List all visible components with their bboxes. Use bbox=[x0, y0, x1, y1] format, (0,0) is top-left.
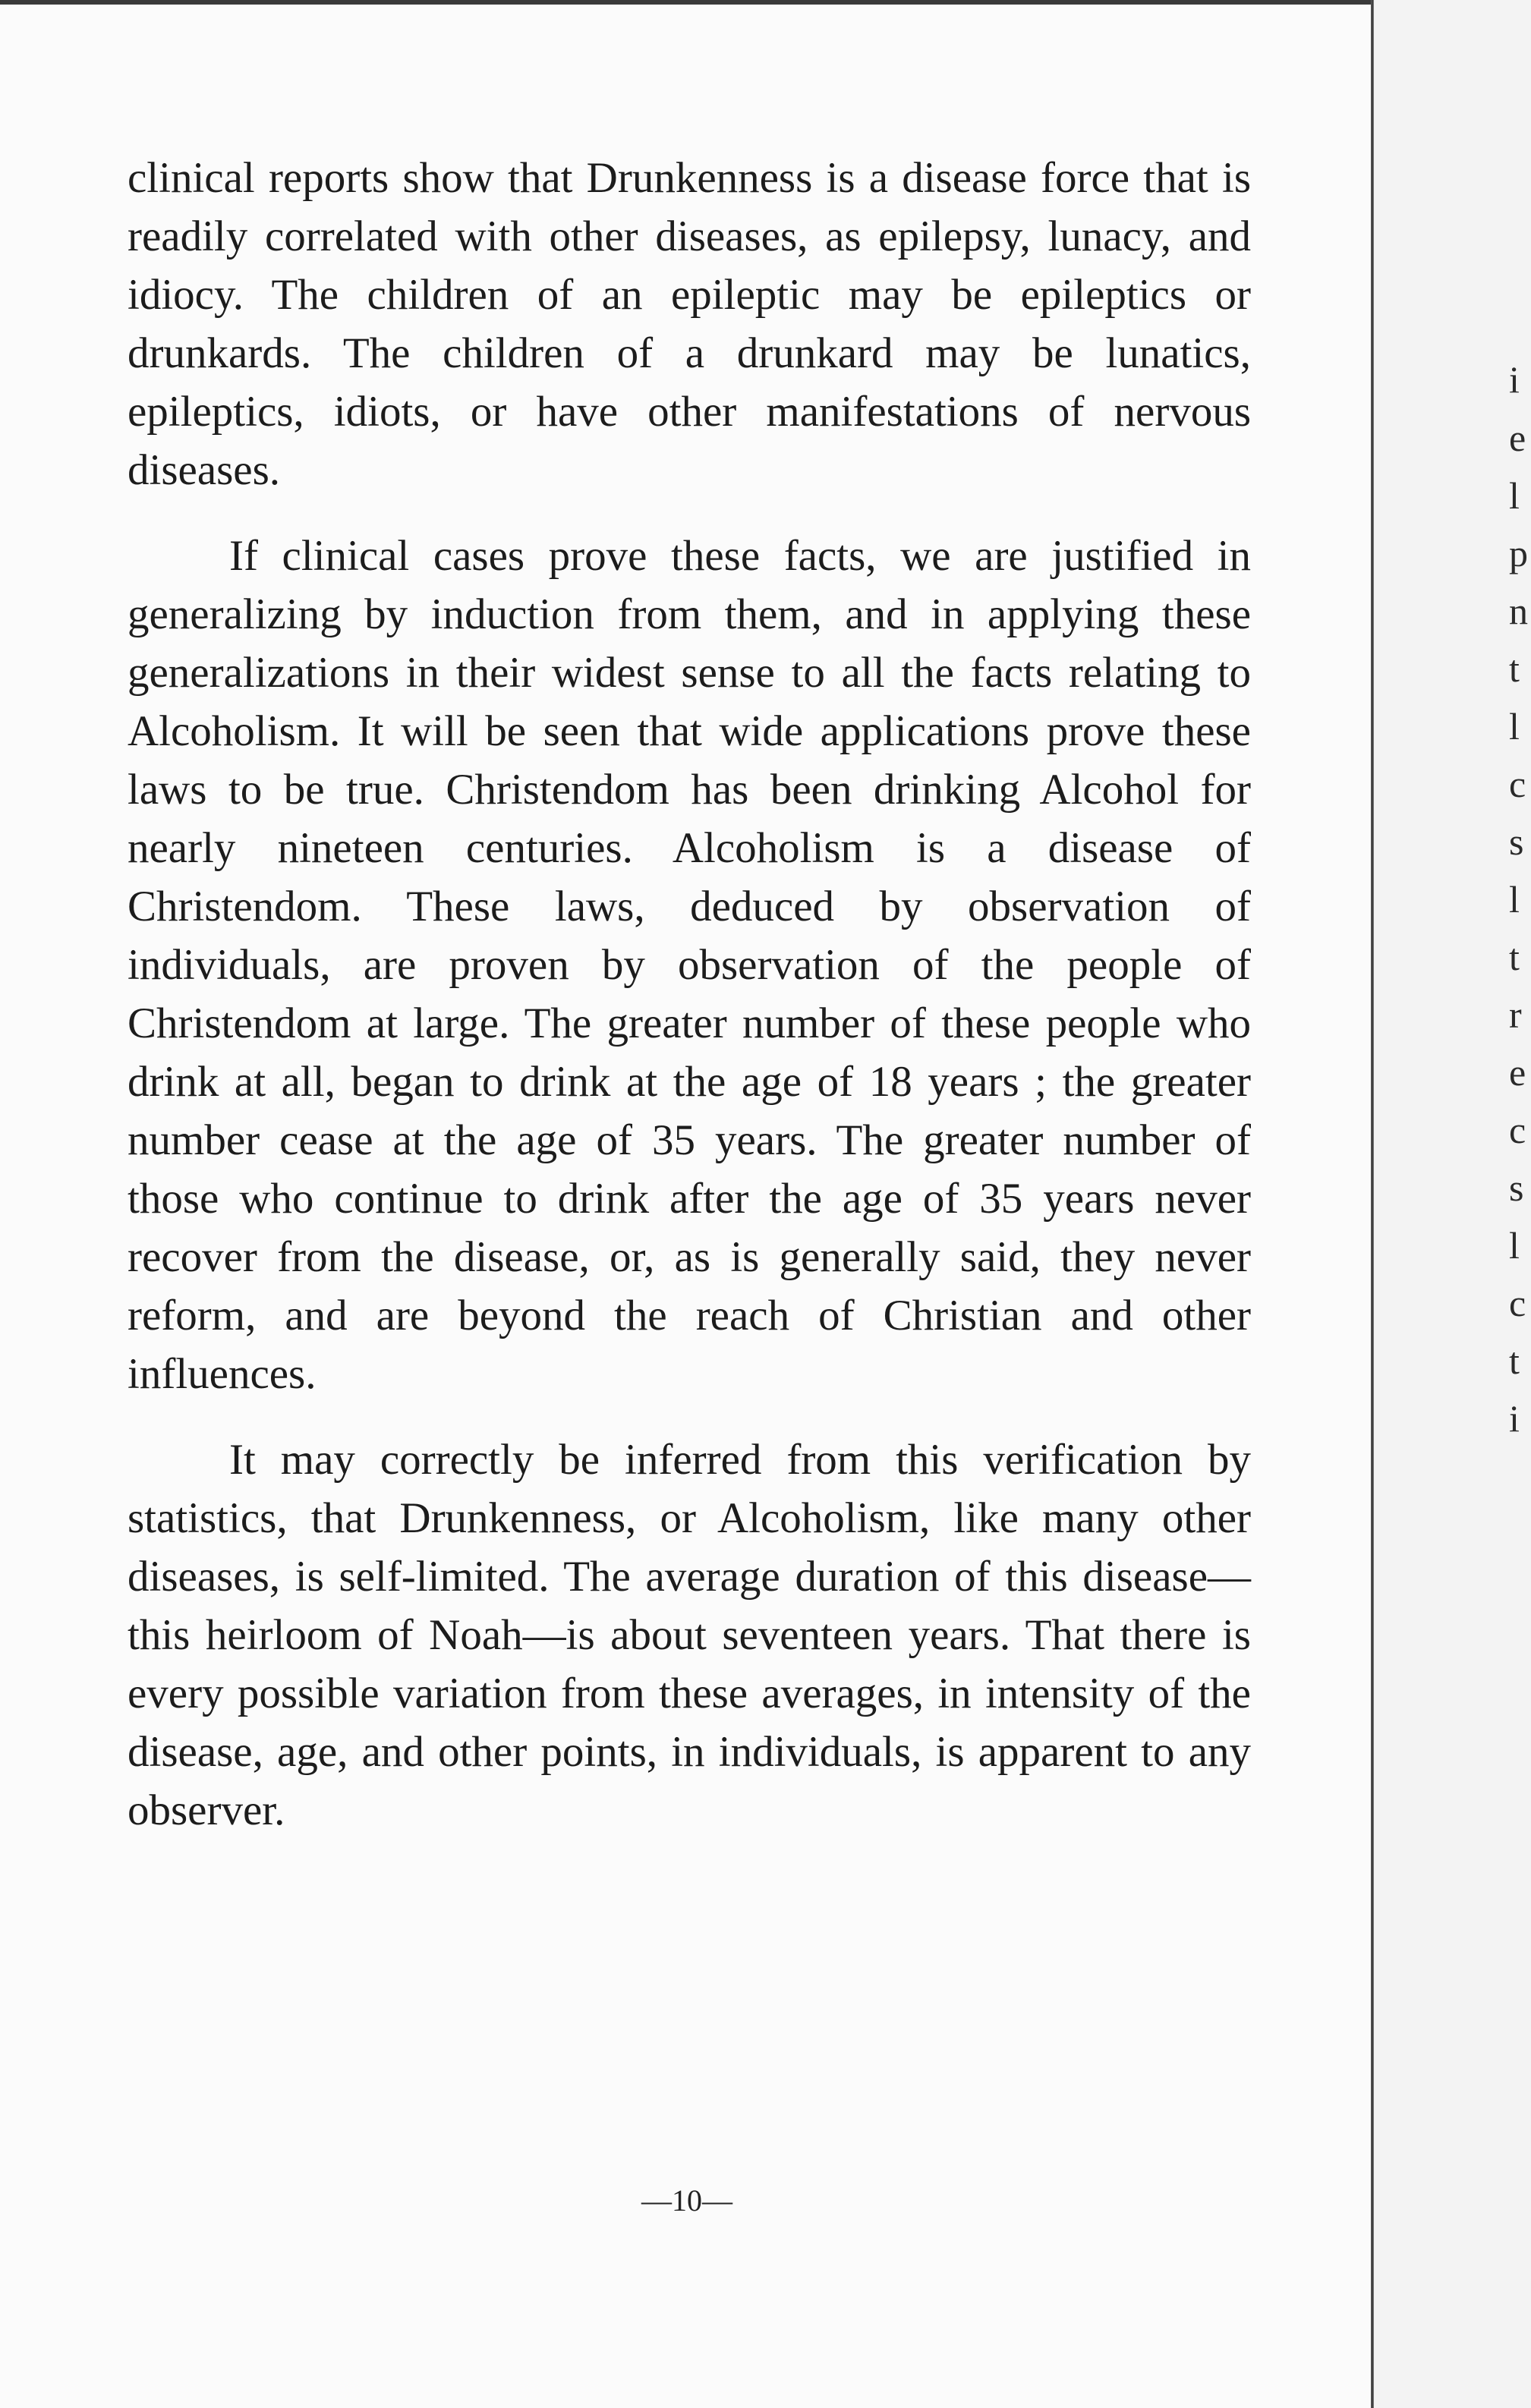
facing-page-letter: s bbox=[1509, 820, 1524, 863]
paragraph-3: It may correctly be inferred from this verification by statistics, that Drunkenness, or Alcoholism, like many other diseases, is self-limited. The average duration of this disease—this heirloom of Noah—is about seventeen years. That there is every possible variation from these averages, in intensity of the disease, age, and other points, in individuals, is apparent to any observer. bbox=[128, 1436, 1251, 1834]
facing-page-letter: c bbox=[1509, 763, 1526, 805]
facing-page-letter: l bbox=[1509, 705, 1520, 748]
facing-page-letter: t bbox=[1509, 647, 1520, 690]
page-top-edge bbox=[0, 0, 1374, 5]
body-text bbox=[128, 149, 1251, 1840]
facing-page-letter: t bbox=[1509, 1339, 1520, 1382]
facing-page-letter: l bbox=[1509, 1224, 1520, 1267]
facing-page-letter: i bbox=[1509, 358, 1520, 401]
facing-page-letter: r bbox=[1509, 993, 1522, 1036]
facing-page-letter: l bbox=[1509, 878, 1520, 921]
facing-page-letter: c bbox=[1509, 1109, 1526, 1151]
facing-page-letter: i bbox=[1509, 1397, 1520, 1440]
facing-page-letter: e bbox=[1509, 417, 1526, 459]
facing-page-letter: n bbox=[1509, 590, 1528, 632]
facing-page-letter: e bbox=[1509, 1051, 1526, 1094]
paragraph-1: clinical reports show that Drunkenness is a disease force that is readily correlated with other diseases, as epilepsy, lunacy, and idiocy. The children of an epileptic may be epileptics or drunkards. The children of a drunkard may be lunatics, epileptics, idiots, or have other manifestations of nervous diseases. bbox=[128, 154, 1251, 494]
facing-page-letter: c bbox=[1509, 1282, 1526, 1324]
facing-page-letter: p bbox=[1509, 532, 1528, 574]
page-number: —10— bbox=[641, 2183, 732, 2218]
facing-page-edge bbox=[1374, 0, 1531, 2408]
facing-page-letter: l bbox=[1509, 474, 1520, 517]
facing-page-letter: t bbox=[1509, 936, 1520, 978]
facing-page-letter: s bbox=[1509, 1166, 1524, 1209]
paragraph-2: If clinical cases prove these facts, we are justified in generalizing by induction from them, and in applying these generalizations in their widest sense to all the facts relating to Alcoholism. It will be seen that wide applications prove these laws to be true. Christendom has been drinking Alcohol for nearly nineteen centuries. Alcoholism is a disease of Christendom. These laws, deduced by observation of individuals, are proven by observation of the people of Christendom at large. The greater number of these people who drink at all, began to drink at the age of 18 years ; the greater number cease at the age of 35 years. The greater number of those who continue to drink after the age of 35 years never recover from the disease, or, as is generally said, they never reform, and are beyond the reach of Christian and other influences. bbox=[128, 532, 1251, 1398]
